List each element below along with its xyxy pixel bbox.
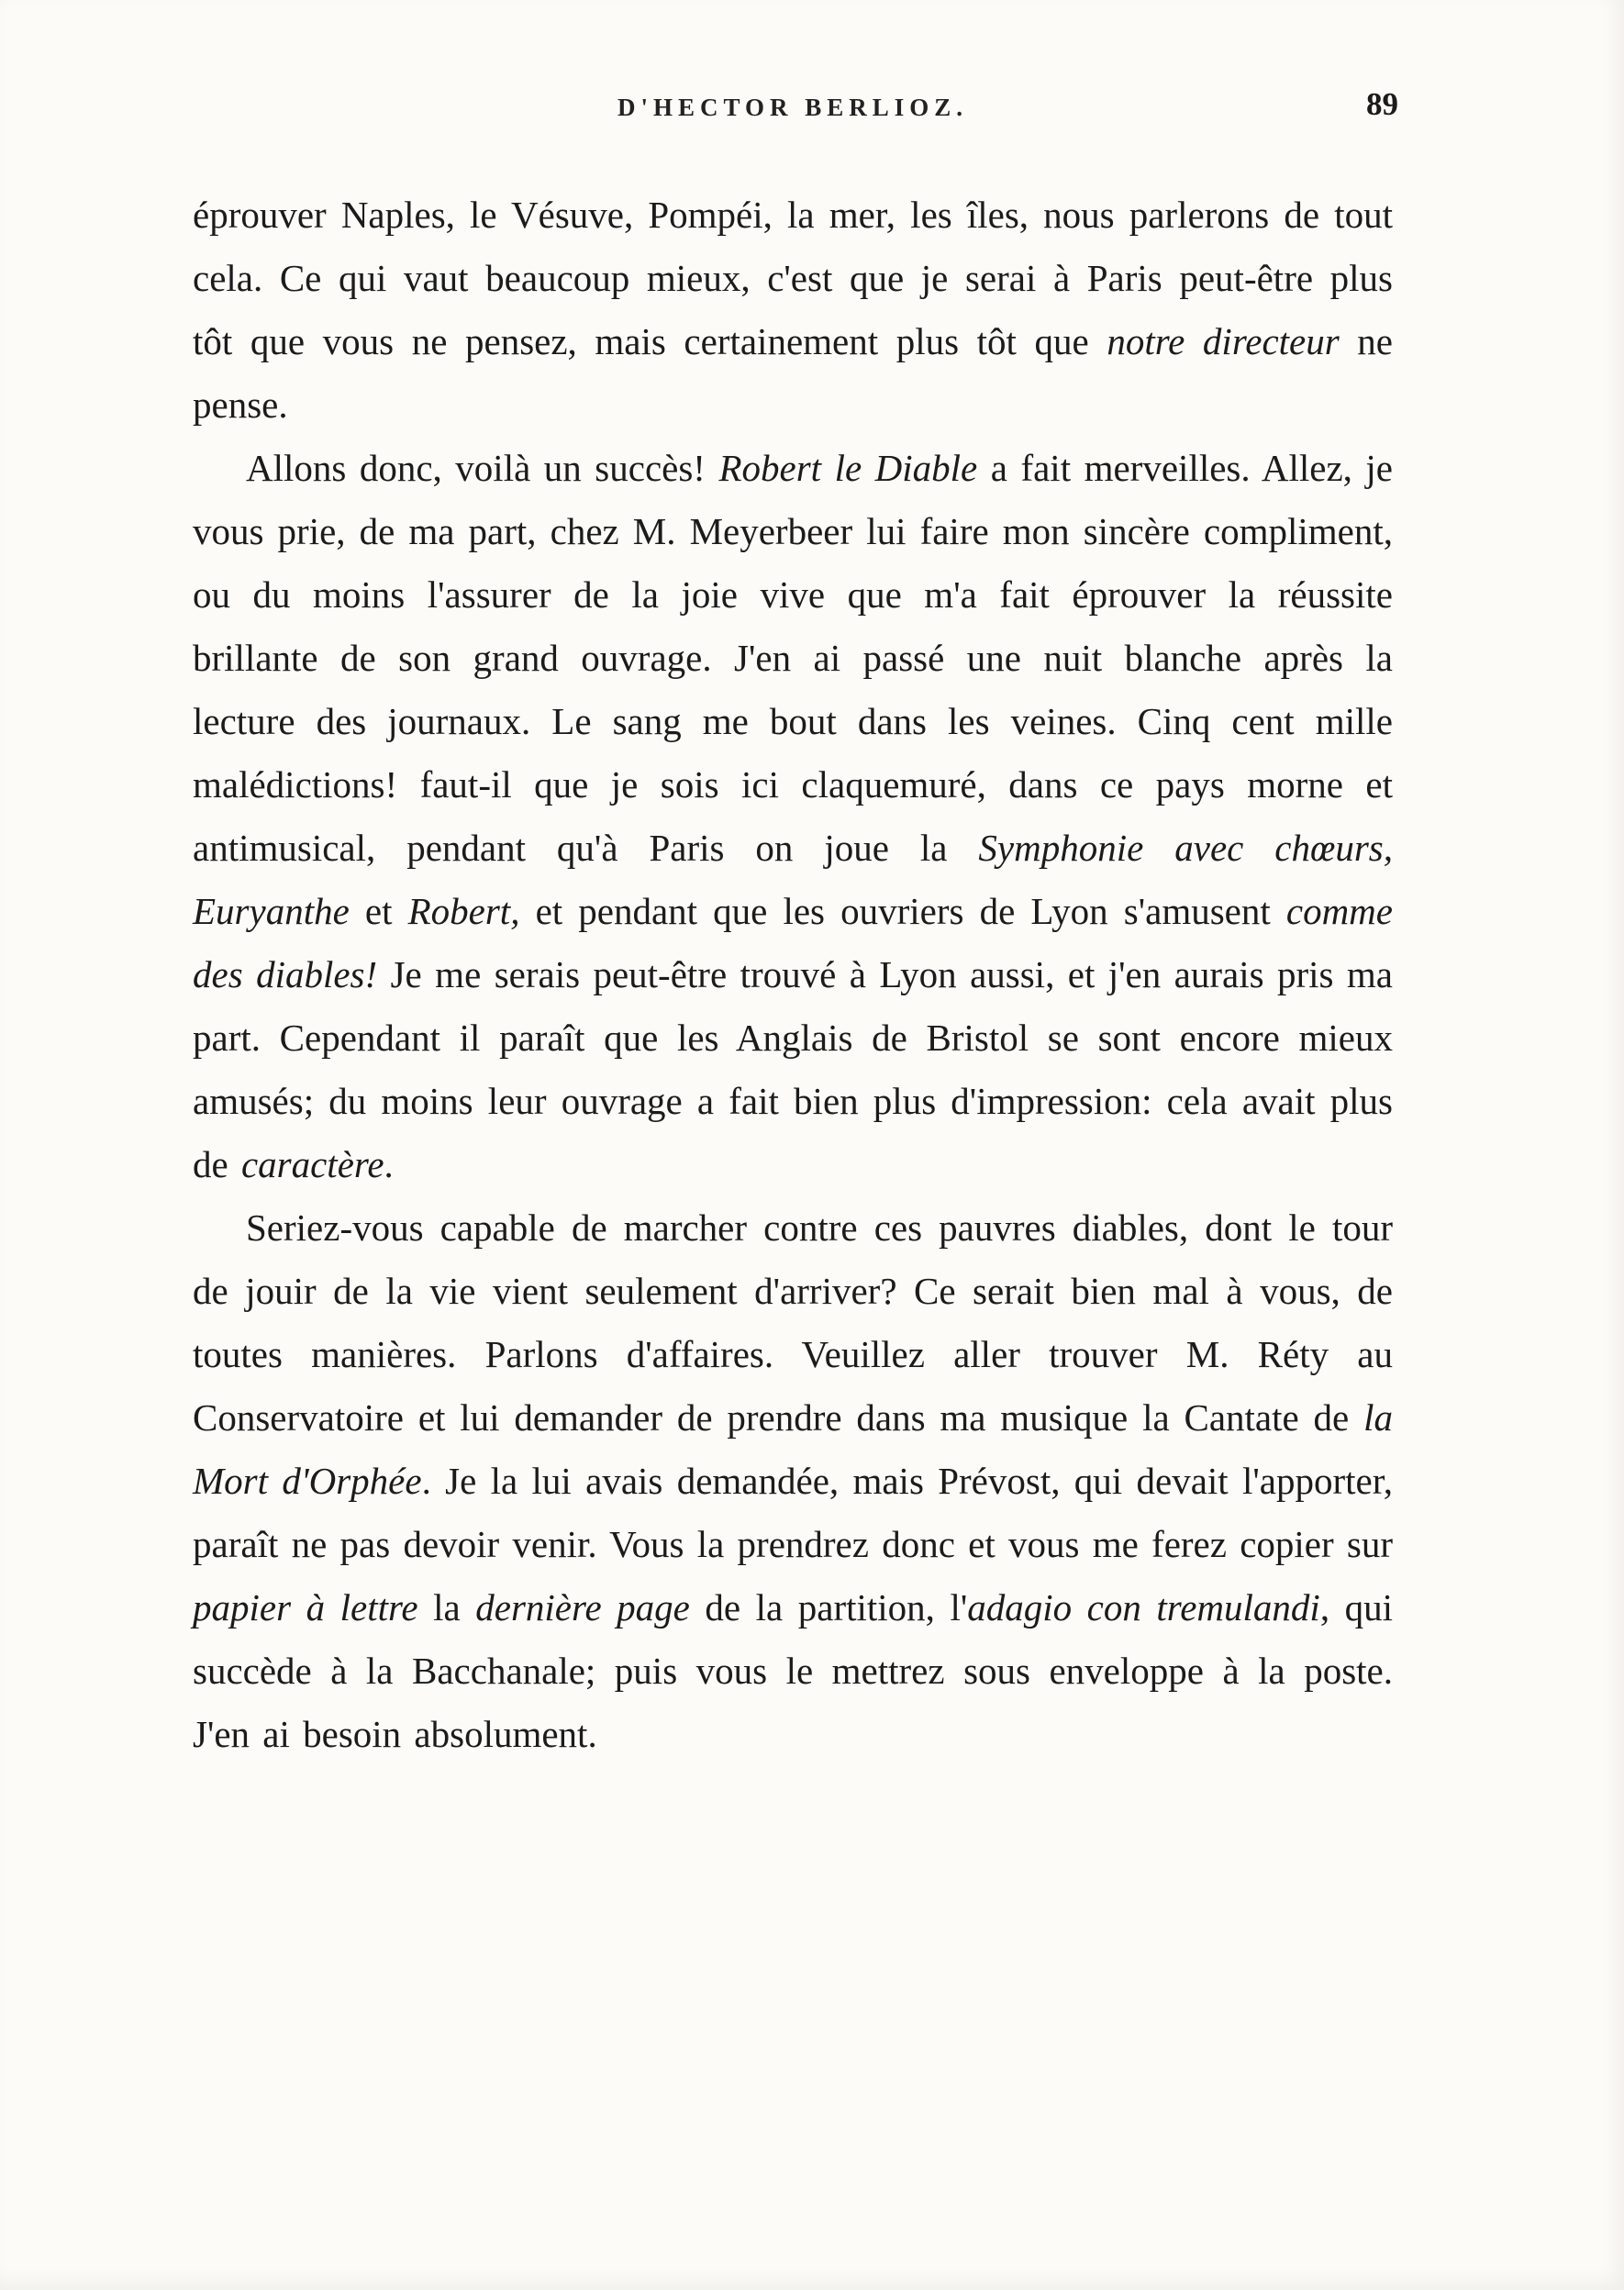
text-run: et pendant que les ouvriers de Lyon s'amusent [519, 890, 1286, 932]
text-run: Robert, [407, 890, 520, 932]
text-run: notre directeur [1107, 320, 1340, 362]
page-body [193, 183, 1393, 1766]
text-run: papier à lettre [193, 1586, 418, 1629]
text-run: ne pense. [193, 320, 1393, 426]
text-run: dernière page [475, 1586, 690, 1629]
text-run: Allons donc, voilà un succès! [246, 447, 719, 489]
text-run: Robert le Diable [718, 447, 978, 489]
text-run: , qui succède à la Bacchanale; puis vous le mettrez sous enveloppe à la poste. J'en ai besoin absolument. [193, 1586, 1393, 1755]
text-run: Symphonie avec chœurs, Euryanthe [193, 827, 1393, 932]
text-run: adagio con tremulandi [967, 1586, 1320, 1629]
text-run: Je me serais peut-être trouvé à Lyon aussi, et j'en aurais pris ma part. Cependant il paraît que les Anglais de Bristol se sont encore mieux amusés; du moins leur ouvrage a fait bien plus d'impression: cela avait plus de [193, 953, 1393, 1185]
text-run: de la partition, l' [689, 1586, 968, 1629]
paragraph [193, 183, 1393, 437]
text-run: a fait merveilles. Allez, je vous prie, de ma part, chez M. Meyerbeer lui faire mon sincère compliment, ou du moins l'assurer de la joie vive que m'a fait éprouver la réussite brillante de son grand ouvrage. J'en ai passé une nuit blanche après la lecture des journaux. Le sang me bout dans les veines. Cinq cent mille malédictions! faut-il que je sois ici claquemuré, dans ce pays morne et antimusical, pendant qu'à Paris on joue la [193, 447, 1393, 869]
paragraph [193, 1196, 1393, 1766]
paragraph [193, 437, 1393, 1196]
text-run: caractère [240, 1143, 384, 1185]
text-run: . Je la lui avais demandée, mais Prévost, qui devait l'apporter, paraît ne pas devoir venir. Vous la prendrez donc et vous me ferez copier sur [193, 1460, 1393, 1565]
running-title: D'HECTOR BERLIOZ. [617, 94, 969, 121]
text-run: éprouver Naples, le Vésuve, Pompéi, la mer, les îles, nous parlerons de tout cela. Ce qui vaut beaucoup mieux, c'est que je serai à Paris peut-être plus tôt que vous ne pensez, mais certainement plus tôt que [193, 194, 1393, 362]
page-header [193, 81, 1398, 139]
text-run: et [349, 890, 408, 932]
text-run: la Mort d'Orphée [193, 1396, 1393, 1502]
page-number: 89 [1366, 86, 1398, 122]
text-run: comme des diables! [193, 890, 1393, 995]
text-run: la [417, 1586, 476, 1629]
text-run: . [384, 1143, 394, 1185]
text-run: Seriez-vous capable de marcher contre ces pauvres diables, dont le tour de jouir de la vie vient seulement d'arriver? Ce serait bien mal à vous, de toutes manières. Parlons d'affaires. Veuillez aller trouver M. Réty au Conservatoire et lui demander de prendre dans ma musique la Cantate de [193, 1206, 1393, 1439]
